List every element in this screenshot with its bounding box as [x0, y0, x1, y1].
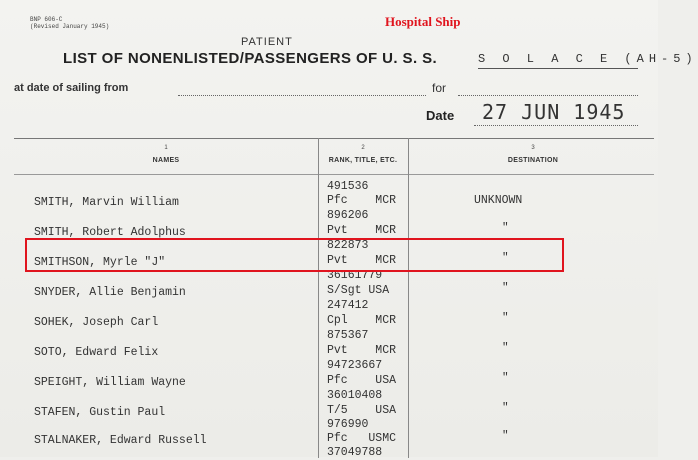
- passenger-name: SOHEK, Joseph Carl: [34, 316, 159, 329]
- column-number: 3: [531, 145, 535, 151]
- rank-branch: Pvt MCR: [327, 224, 397, 237]
- date-dotted-line: [474, 125, 638, 126]
- passenger-name: SPEIGHT, William Wayne: [34, 376, 186, 389]
- passenger-name: STALNAKER, Edward Russell: [34, 434, 207, 447]
- destination-ditto: ": [502, 222, 509, 234]
- service-number: 491536: [327, 180, 369, 193]
- destination: UNKNOWN: [474, 194, 523, 207]
- ship-underline: [478, 68, 638, 69]
- service-number: 976990: [327, 418, 369, 431]
- rank-branch: Pfc USA: [327, 374, 397, 387]
- column-divider: [318, 138, 319, 458]
- table-top-rule: [14, 138, 654, 139]
- sailing-dotted-line: [178, 95, 426, 96]
- rank-branch: Cpl MCR: [327, 314, 397, 327]
- rank-branch: Pvt MCR: [327, 254, 397, 267]
- patient-label: PATIENT: [241, 36, 293, 48]
- service-number: 822873: [327, 239, 369, 252]
- highlight-box: [25, 238, 564, 272]
- rank-branch: Pfc MCR: [327, 194, 397, 207]
- sailing-label: at date of sailing from: [14, 82, 129, 94]
- passenger-name: SNYDER, Allie Benjamin: [34, 286, 186, 299]
- column-number: 1: [164, 145, 168, 151]
- form-number-code: BNP 606-C: [30, 16, 63, 23]
- destination-ditto: ": [502, 342, 509, 354]
- form-number: [30, 16, 109, 30]
- destination-ditto: ": [502, 402, 509, 414]
- hospital-ship-annotation: Hospital Ship: [385, 14, 461, 29]
- passenger-name: SMITH, Marvin William: [34, 196, 179, 209]
- ship-name: S O L A C E (AH-5): [478, 52, 698, 66]
- service-number: 896206: [327, 209, 369, 222]
- service-number: 875367: [327, 329, 369, 342]
- rank-branch: T/5 USA: [327, 404, 397, 417]
- service-number: 36010408: [327, 389, 383, 402]
- service-number-partial: 37049788: [327, 446, 383, 459]
- passenger-name: SMITHSON, Myrle "J": [34, 256, 166, 269]
- destination-ditto: ": [502, 372, 509, 384]
- service-number: 36161779: [327, 269, 383, 282]
- passenger-name: STAFEN, Gustin Paul: [34, 406, 166, 419]
- column-header-rank: RANK, TITLE, ETC.: [328, 157, 398, 164]
- column-header-destination: DESTINATION: [507, 157, 559, 164]
- column-number: 2: [361, 145, 365, 151]
- table-header-rule: [14, 174, 654, 175]
- column-divider: [408, 138, 409, 458]
- destination-ditto: ": [502, 282, 509, 294]
- service-number: 247412: [327, 299, 369, 312]
- service-number: 94723667: [327, 359, 383, 372]
- rank-branch: Pfc USMC: [327, 432, 397, 445]
- destination-ditto: ": [502, 252, 509, 264]
- rank-branch: S/Sgt USA: [327, 284, 390, 297]
- passenger-name: SOTO, Edward Felix: [34, 346, 159, 359]
- date-label: Date: [426, 108, 455, 123]
- passenger-name: SMITH, Robert Adolphus: [34, 226, 186, 239]
- for-label: for: [432, 81, 447, 95]
- for-dotted-line: [458, 95, 638, 96]
- destination-ditto: ": [502, 430, 509, 442]
- column-header-names: NAMES: [152, 157, 180, 164]
- destination-ditto: ": [502, 312, 509, 324]
- date-value: 27 JUN 1945: [482, 100, 626, 124]
- list-title: LIST OF NONENLISTED/PASSENGERS OF U. S. S.: [63, 50, 438, 67]
- form-number-revision: (Revised January 1945): [30, 23, 110, 30]
- rank-branch: Pvt MCR: [327, 344, 397, 357]
